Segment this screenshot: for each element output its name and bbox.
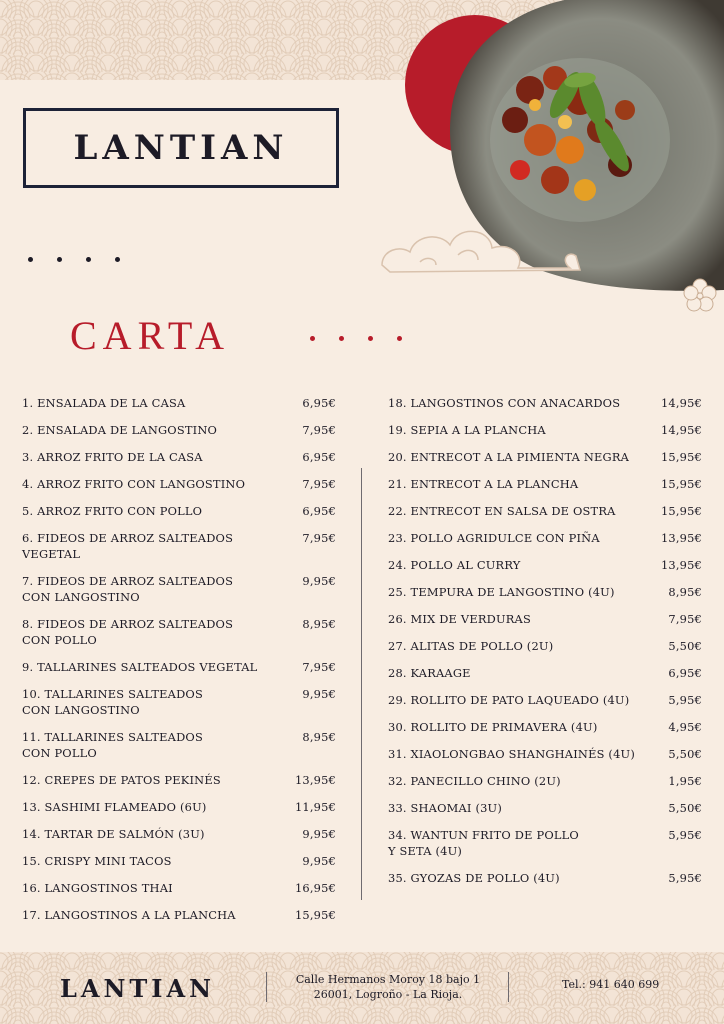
menu-item-name: 1. ENSALADA DE LA CASA — [22, 396, 186, 410]
menu-item-name: 20. ENTRECOT A LA PIMIENTA NEGRA — [388, 450, 630, 464]
menu-item — [22, 422, 336, 449]
menu-item — [388, 638, 702, 665]
address-line-1: Calle Hermanos Moroy 18 bajo 1 — [295, 973, 481, 986]
menu-item-name: 13. SASHIMI FLAMEADO (6U) — [22, 800, 207, 814]
menu-item-price: 9,95€ — [302, 827, 336, 841]
brand-logo: LANTIAN — [73, 128, 289, 168]
menu-item-name: 27. ALITAS DE POLLO (2U) — [388, 639, 554, 653]
menu-item — [22, 799, 336, 826]
menu-item-price: 1,95€ — [668, 774, 702, 788]
menu-item-name: 22. ENTRECOT EN SALSA DE OSTRA — [388, 504, 616, 518]
menu-item-name: 8. FIDEOS DE ARROZ SALTEADOS CON POLLO — [22, 617, 234, 647]
menu-item-price: 7,95€ — [302, 477, 336, 491]
menu-item-price: 5,50€ — [668, 747, 702, 761]
menu-item-name: 3. ARROZ FRITO DE LA CASA — [22, 450, 203, 464]
menu-item-name: 35. GYOZAS DE POLLO (4U) — [388, 871, 560, 885]
menu-item-price: 7,95€ — [668, 612, 702, 626]
footer-logo: LANTIAN — [60, 974, 216, 1003]
column-divider — [361, 468, 362, 900]
menu-column-right — [388, 395, 702, 897]
menu-item-price: 15,95€ — [660, 504, 702, 518]
menu-item-name: 18. LANGOSTINOS CON ANACARDOS — [388, 396, 621, 410]
menu-item-name: 32. PANECILLO CHINO (2U) — [388, 774, 561, 788]
menu-item-name: 19. SEPIA A LA PLANCHA — [388, 423, 546, 437]
menu-item-price: 15,95€ — [660, 450, 702, 464]
menu-item-price: 7,95€ — [302, 423, 336, 437]
menu-item-price: 8,95€ — [302, 730, 336, 744]
menu-item — [22, 530, 336, 573]
menu-item-name: 34. WANTUN FRITO DE POLLO Y SETA (4U) — [388, 828, 579, 858]
menu-item-price: 16,95€ — [294, 881, 336, 895]
footer-divider — [508, 972, 509, 1002]
menu-item-price: 14,95€ — [660, 396, 702, 410]
menu-item — [388, 557, 702, 584]
menu-item — [388, 611, 702, 638]
menu-item-name: 17. LANGOSTINOS A LA PLANCHA — [22, 908, 236, 922]
menu-item-name: 6. FIDEOS DE ARROZ SALTEADOS VEGETAL — [22, 531, 234, 561]
menu-item-price: 6,95€ — [302, 396, 336, 410]
menu-item — [388, 800, 702, 827]
menu-item-price: 5,95€ — [668, 693, 702, 707]
menu-item — [388, 870, 702, 897]
menu-item — [388, 773, 702, 800]
menu-item — [388, 692, 702, 719]
footer-phone: Tel.: 941 640 699 — [562, 978, 660, 991]
menu-item — [22, 880, 336, 907]
menu-item-name: 7. FIDEOS DE ARROZ SALTEADOS CON LANGOSTINO — [22, 574, 234, 604]
menu-item-name: 2. ENSALADA DE LANGOSTINO — [22, 423, 218, 437]
menu-item — [388, 449, 702, 476]
menu-item-price: 9,95€ — [302, 687, 336, 701]
menu-item — [22, 503, 336, 530]
menu-item-name: 31. XIAOLONGBAO SHANGHAINÉS (4U) — [388, 747, 635, 761]
menu-item-price: 6,95€ — [668, 666, 702, 680]
menu-item-name: 26. MIX DE VERDURAS — [388, 612, 531, 626]
menu-item-price: 13,95€ — [660, 558, 702, 572]
menu-item — [388, 827, 702, 870]
menu-item — [22, 449, 336, 476]
menu-item — [22, 853, 336, 880]
address-line-2: 26001, Logroño - La Rioja. — [313, 988, 463, 1001]
menu-item — [388, 395, 702, 422]
menu-item-price: 13,95€ — [294, 773, 336, 787]
menu-item — [22, 659, 336, 686]
footer-divider — [266, 972, 267, 1002]
menu-item-name: 10. TALLARINES SALTEADOS CON LANGOSTINO — [22, 687, 203, 717]
menu-item — [22, 476, 336, 503]
menu-item-price: 9,95€ — [302, 854, 336, 868]
menu-item-price: 11,95€ — [294, 800, 336, 814]
menu-item — [388, 746, 702, 773]
menu-item — [388, 503, 702, 530]
menu-item-price: 14,95€ — [660, 423, 702, 437]
menu-item-name: 25. TEMPURA DE LANGOSTINO (4U) — [388, 585, 615, 599]
menu-item-price: 5,50€ — [668, 801, 702, 815]
hero-dish-image — [380, 0, 724, 320]
menu-item — [22, 616, 336, 659]
section-title: CARTA — [70, 313, 230, 358]
menu-item — [388, 422, 702, 449]
decorative-dots — [28, 257, 120, 262]
menu-item-name: 5. ARROZ FRITO CON POLLO — [22, 504, 203, 518]
menu-item — [22, 729, 336, 772]
menu-item-name: 12. CREPES DE PATOS PEKINÉS — [22, 773, 221, 787]
menu-item-name: 15. CRISPY MINI TACOS — [22, 854, 172, 868]
menu-item-name: 28. KARAAGE — [388, 666, 471, 680]
menu-item-price: 5,50€ — [668, 639, 702, 653]
menu-item-name: 9. TALLARINES SALTEADOS VEGETAL — [22, 660, 258, 674]
menu-item — [22, 772, 336, 799]
menu-item — [388, 719, 702, 746]
menu-item-price: 4,95€ — [668, 720, 702, 734]
decorative-dots-red — [310, 336, 402, 341]
menu-item — [22, 686, 336, 729]
menu-item-price: 5,95€ — [668, 828, 702, 842]
menu-item-name: 16. LANGOSTINOS THAI — [22, 881, 173, 895]
menu-item — [388, 476, 702, 503]
menu-item-price: 8,95€ — [302, 617, 336, 631]
menu-item-price: 8,95€ — [668, 585, 702, 599]
menu-item-price: 6,95€ — [302, 504, 336, 518]
menu-item-name: 21. ENTRECOT A LA PLANCHA — [388, 477, 579, 491]
menu-item — [22, 395, 336, 422]
menu-item-name: 14. TARTAR DE SALMÓN (3U) — [22, 827, 205, 841]
menu-item-name: 23. POLLO AGRIDULCE CON PIÑA — [388, 531, 600, 545]
menu-item-price: 9,95€ — [302, 574, 336, 588]
menu-item-price: 6,95€ — [302, 450, 336, 464]
menu-item-price: 15,95€ — [294, 908, 336, 922]
menu-item-name: 29. ROLLITO DE PATO LAQUEADO (4U) — [388, 693, 630, 707]
menu-item-price: 7,95€ — [302, 660, 336, 674]
menu-item-name: 30. ROLLITO DE PRIMAVERA (4U) — [388, 720, 598, 734]
menu-item-name: 24. POLLO AL CURRY — [388, 558, 521, 572]
footer-address — [282, 972, 494, 1002]
menu-item — [388, 584, 702, 611]
brand-logo-box — [23, 108, 339, 188]
menu-column-left — [22, 395, 336, 934]
menu-item-price: 7,95€ — [302, 531, 336, 545]
menu-item — [388, 665, 702, 692]
menu-item — [22, 826, 336, 853]
menu-item — [22, 573, 336, 616]
menu-item-price: 15,95€ — [660, 477, 702, 491]
menu-item-name: 33. SHAOMAI (3U) — [388, 801, 502, 815]
menu-item-name: 11. TALLARINES SALTEADOS CON POLLO — [22, 730, 203, 760]
menu-item-price: 5,95€ — [668, 871, 702, 885]
menu-item-price: 13,95€ — [660, 531, 702, 545]
menu-item-name: 4. ARROZ FRITO CON LANGOSTINO — [22, 477, 246, 491]
menu-item — [22, 907, 336, 934]
menu-item — [388, 530, 702, 557]
